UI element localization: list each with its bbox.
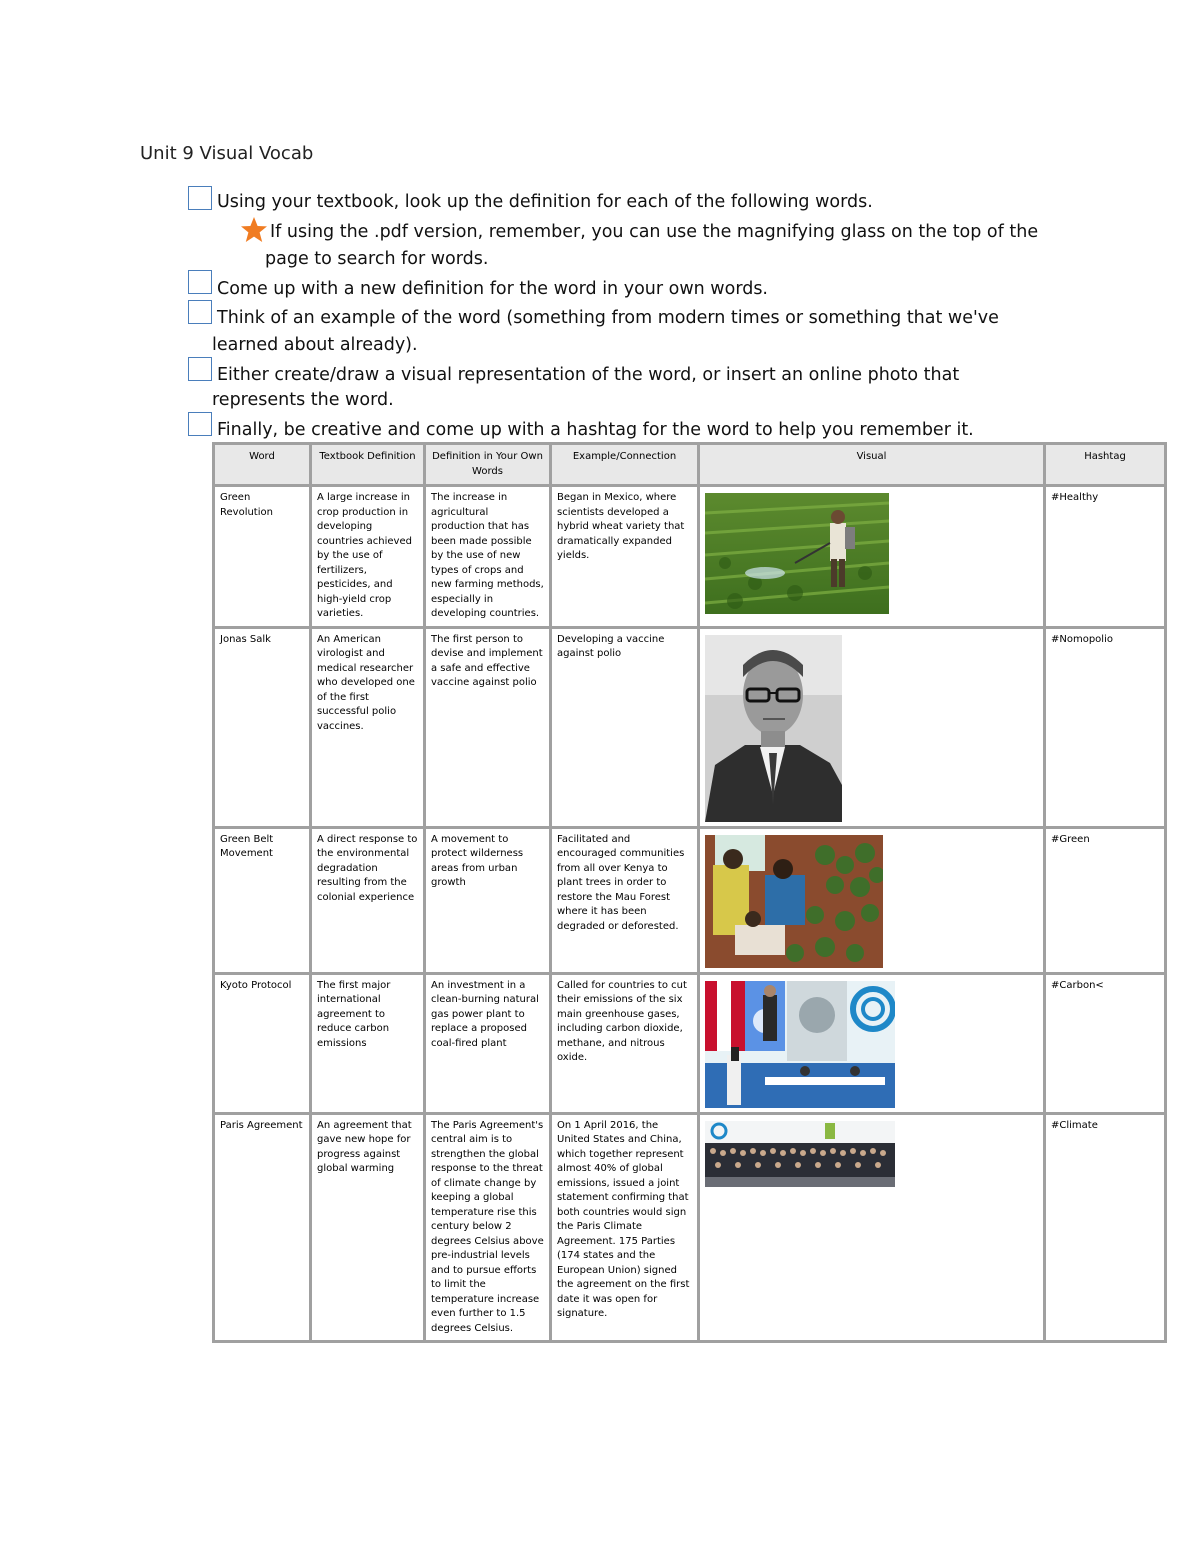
table-row [214, 1113, 1166, 1342]
hashtag-cell: #Carbon< [1045, 973, 1166, 1113]
instruction-5: Finally, be creative and come up with a hashtag for the word to help you remember it. [217, 420, 974, 440]
hashtag-cell: #Green [1045, 827, 1166, 973]
header-visual: Visual [699, 444, 1045, 486]
header-textbook-definition: Textbook Definition [311, 444, 425, 486]
checkbox-5[interactable] [188, 412, 212, 436]
instruction-4-line-1: Either create/draw a visual representation of the word, or insert an online photo that [217, 365, 960, 385]
word-cell: Jonas Salk [214, 627, 311, 827]
note-line-1: If using the .pdf version, remember, you can use the magnifying glass on the top of the [270, 222, 1039, 242]
hashtag-cell: #Healthy [1045, 486, 1166, 628]
word-cell: Kyoto Protocol [214, 973, 311, 1113]
instruction-3-line-1: Think of an example of the word (something from modern times or something that we've [217, 308, 999, 328]
table-row [214, 486, 1166, 628]
textbook-definition-cell: A large increase in crop production in developing countries achieved by the use of fertilizers, pesticides, and high-yield crop varieties. [311, 486, 425, 628]
table-header-row [214, 444, 1166, 486]
visual-cell [699, 973, 1045, 1113]
page-title: Unit 9 Visual Vocab [140, 143, 314, 164]
header-example: Example/Connection [551, 444, 699, 486]
visual-cell [699, 1113, 1045, 1342]
example-cell: On 1 April 2016, the United States and China, which together represent almost 40% of global emissions, issued a joint statement confirming that both countries would sign the Paris Climate Agreement. 175 Parties (174 states and the European Union) signed the agreement on the first date it was open for signature. [551, 1113, 699, 1342]
header-word: Word [214, 444, 311, 486]
visual-cell [699, 486, 1045, 628]
tree-planting-photo [705, 835, 1038, 968]
visual-cell [699, 627, 1045, 827]
paris-summit-group-photo [705, 1121, 1038, 1187]
example-cell: Facilitated and encouraged communities from all over Kenya to plant trees in order to restore the Mau Forest where it has been degraded or deforested. [551, 827, 699, 973]
textbook-definition-cell: An agreement that gave new hope for progress against global warming [311, 1113, 425, 1342]
table-row [214, 627, 1166, 827]
note-line-2: page to search for words. [265, 249, 489, 269]
own-definition-cell: A movement to protect wilderness areas from urban growth [425, 827, 551, 973]
table-row [214, 973, 1166, 1113]
own-definition-cell: The Paris Agreement's central aim is to strengthen the global response to the threat of climate change by keeping a global temperature rise this century below 2 degrees Celsius above pre-industrial levels and to pursue efforts to limit the temperature increase even further to 1.5 degrees Celsius. [425, 1113, 551, 1342]
header-hashtag: Hashtag [1045, 444, 1166, 486]
instruction-3-line-2: learned about already). [212, 335, 418, 355]
star-icon [240, 216, 268, 244]
instruction-2: Come up with a new definition for the word in your own words. [217, 279, 768, 299]
farmer-spraying-crops-photo [705, 493, 1038, 614]
word-cell: Paris Agreement [214, 1113, 311, 1342]
climate-conference-photo [705, 981, 1038, 1108]
vocab-table [212, 442, 1167, 1343]
checkbox-3[interactable] [188, 300, 212, 324]
own-definition-cell: The increase in agricultural production that has been made possible by the use of new types of crops and new farming methods, especially in developing countries. [425, 486, 551, 628]
textbook-definition-cell: An American virologist and medical researcher who developed one of the first successful polio vaccines. [311, 627, 425, 827]
textbook-definition-cell: The first major international agreement to reduce carbon emissions [311, 973, 425, 1113]
hashtag-cell: #Nomopolio [1045, 627, 1166, 827]
own-definition-cell: An investment in a clean-burning natural gas power plant to replace a proposed coal-fired plant [425, 973, 551, 1113]
instruction-4-line-2: represents the word. [212, 390, 394, 410]
jonas-salk-portrait-photo [705, 635, 1038, 822]
visual-cell [699, 827, 1045, 973]
textbook-definition-cell: A direct response to the environmental degradation resulting from the colonial experience [311, 827, 425, 973]
example-cell: Developing a vaccine against polio [551, 627, 699, 827]
header-own-definition: Definition in Your Own Words [425, 444, 551, 486]
instruction-1: Using your textbook, look up the definition for each of the following words. [217, 192, 873, 212]
checkbox-4[interactable] [188, 357, 212, 381]
word-cell: Green Revolution [214, 486, 311, 628]
example-cell: Began in Mexico, where scientists developed a hybrid wheat variety that dramatically expanded yields. [551, 486, 699, 628]
table-row [214, 827, 1166, 973]
own-definition-cell: The first person to devise and implement a safe and effective vaccine against polio [425, 627, 551, 827]
checkbox-2[interactable] [188, 270, 212, 294]
example-cell: Called for countries to cut their emissions of the six main greenhouse gases, including carbon dioxide, methane, and nitrous oxide. [551, 973, 699, 1113]
checkbox-1[interactable] [188, 186, 212, 210]
word-cell: Green Belt Movement [214, 827, 311, 973]
hashtag-cell: #Climate [1045, 1113, 1166, 1342]
